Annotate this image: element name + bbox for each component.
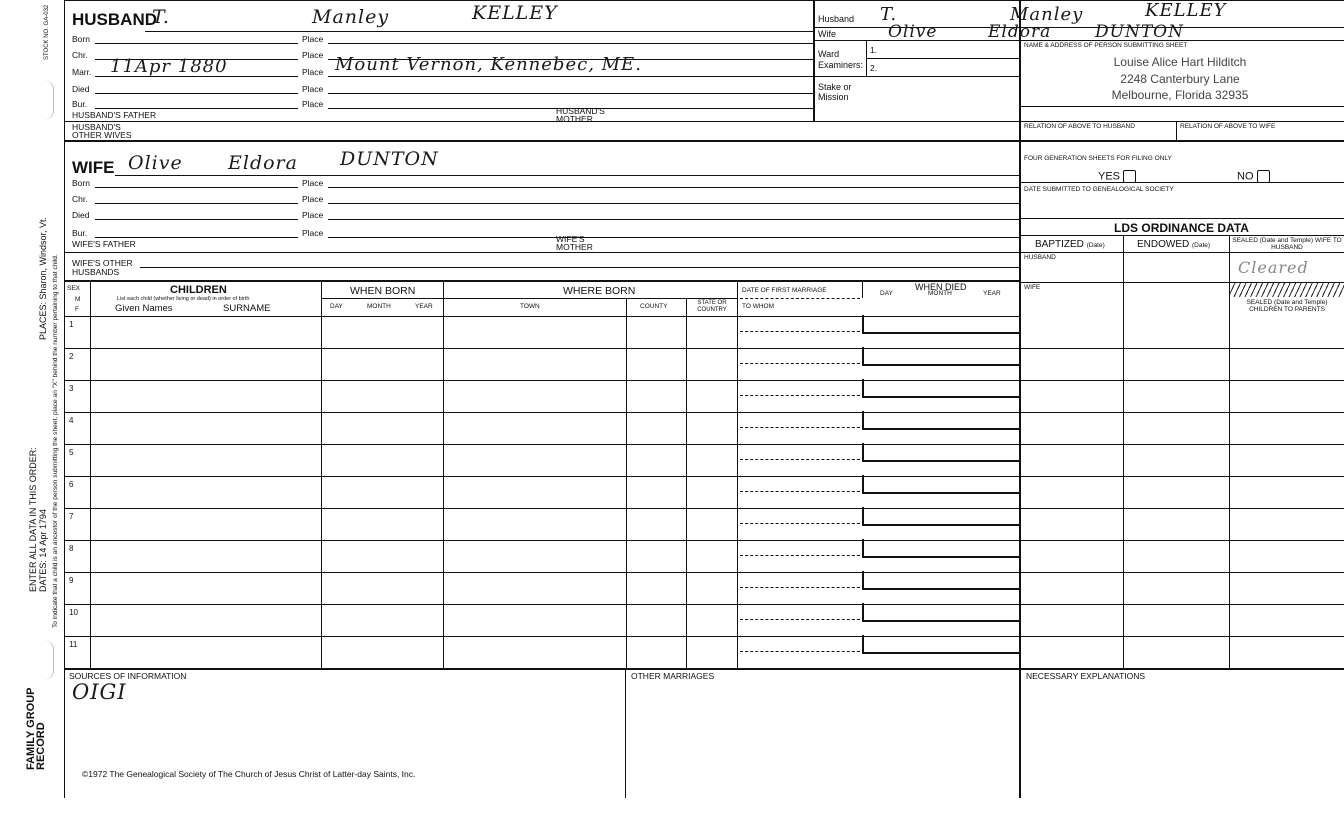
- child-when-died-box: [862, 315, 1020, 334]
- wife-chr-place-label: Place: [302, 194, 324, 204]
- other-marriages-label: OTHER MARRIAGES: [631, 671, 715, 681]
- child-row-line: [64, 572, 1344, 573]
- husband-heading: HUSBAND: [72, 10, 157, 29]
- born-month-label: MONTH: [367, 303, 391, 310]
- right-panel-divider: [813, 0, 815, 121]
- wife-other-husbands-label: WIFE'S OTHER HUSBANDS: [72, 258, 133, 277]
- date-submitted-bottom-line: [1019, 218, 1344, 219]
- husband-born-label: Born: [72, 34, 90, 44]
- sealed-children-label: SEALED (Date and Temple) CHILDREN TO PARENTS: [1246, 299, 1328, 313]
- submitter-street: 2248 Canterbury Lane: [1120, 72, 1240, 86]
- wife-heading: WIFE: [72, 158, 115, 177]
- died-day-label: DAY: [880, 290, 893, 297]
- husband-middle: Manley: [312, 6, 390, 28]
- right-wife-line: [813, 40, 1344, 41]
- four-gen-label: FOUR GENERATION SHEETS FOR FILING ONLY: [1024, 155, 1172, 162]
- husband-name-line: [145, 31, 813, 32]
- examiner-1-line: [866, 58, 1019, 59]
- child-when-died-box: [862, 347, 1020, 366]
- baptized-header: [1035, 240, 1105, 250]
- child-row-number: 9: [69, 576, 74, 585]
- husband-surname: KELLEY: [472, 2, 558, 24]
- right-husband-given: T.: [880, 4, 898, 25]
- submitter-name: Louise Alice Hart Hilditch: [1113, 55, 1247, 69]
- child-row-number: 1: [69, 320, 74, 329]
- wife-chr-place-line: [328, 203, 1020, 204]
- wife-mother-label: WIFE'S MOTHER: [556, 234, 593, 252]
- husband-marr-place-line: [328, 76, 813, 77]
- child-row-line: [64, 412, 1344, 413]
- right-wife-middle: Eldora: [988, 22, 1052, 42]
- sex-m-label: M: [75, 296, 81, 303]
- wife-died-place-line: [328, 219, 1020, 220]
- relation-wife-label: RELATION OF ABOVE TO WIFE: [1180, 123, 1276, 130]
- right-wife-given: Olive: [888, 22, 938, 42]
- endowed-label: ENDOWED: [1137, 239, 1190, 250]
- husband-marr-line: [95, 76, 298, 77]
- child-row-line: [64, 604, 1344, 605]
- wife-father-line: [64, 252, 1020, 253]
- county-col-divider: [626, 298, 627, 668]
- date-submitted-label: DATE SUBMITTED TO GENEALOGICAL SOCIETY: [1024, 186, 1174, 193]
- lds-title-line: [1019, 235, 1344, 236]
- wife-bur-place-line: [328, 237, 1020, 238]
- child-when-died-box: [862, 379, 1020, 398]
- endowed-date-label: (Date): [1192, 242, 1211, 249]
- right-husband-surname: KELLEY: [1145, 0, 1227, 21]
- child-row-line: [64, 636, 1344, 637]
- examiner-2: 2.: [870, 63, 878, 73]
- sex-label: SEX: [67, 285, 81, 292]
- other-marriages-divider: [625, 668, 626, 798]
- right-wife-surname: DUNTON: [1095, 22, 1184, 42]
- child-row-line: [64, 540, 1344, 541]
- child-row-number: 4: [69, 416, 74, 425]
- punch-hole-mark: [43, 640, 54, 680]
- relation-bottom-line: [1019, 140, 1344, 142]
- no-label: NO: [1237, 170, 1254, 183]
- husband-bur-place-label: Place: [302, 99, 324, 109]
- child-row-number: 5: [69, 448, 74, 457]
- sealed-wife-label: SEALED (Date and Temple) WIFE TO HUSBAND: [1232, 237, 1342, 251]
- child-row-number: 10: [69, 608, 78, 617]
- submitter-label: NAME & ADDRESS OF PERSON SUBMITTING SHEET: [1024, 42, 1188, 49]
- child-when-died-box: [862, 475, 1020, 494]
- wife-born-line: [95, 187, 298, 188]
- husband-born-place-line: [328, 43, 813, 44]
- children-table-bottom: [64, 668, 1344, 670]
- lds-title: LDS ORDINANCE DATA: [1114, 221, 1249, 235]
- children-title: CHILDREN: [170, 284, 227, 296]
- husband-died-place-line: [328, 93, 813, 94]
- wife-other-husbands-line: [140, 267, 1020, 268]
- child-row-number: 11: [69, 640, 78, 649]
- wife-died-place-label: Place: [302, 210, 324, 220]
- husband-marr-place-label: Place: [302, 67, 324, 77]
- ward-label: Ward: [818, 49, 840, 59]
- wife-born-place-label: Place: [302, 178, 324, 188]
- ward-bottom-line: [813, 76, 1019, 77]
- when-died-col-divider: [862, 280, 863, 298]
- child-marriage-dash: [740, 523, 860, 524]
- ancestor-indicator-note: To indicate that a child is an ancestor of the person submitting the sheet, place an "X" behind the number pertaining to that child.: [52, 254, 59, 628]
- right-husband-middle: Manley: [1010, 4, 1084, 25]
- husband-given: T.: [152, 6, 170, 28]
- examiner-1: 1.: [870, 45, 878, 55]
- wife-given: Olive: [128, 152, 183, 174]
- child-row-number: 2: [69, 352, 74, 361]
- child-when-died-box: [862, 539, 1020, 558]
- when-born-subline: [321, 298, 443, 299]
- enter-all-note: ENTER ALL DATA IN THIS ORDER:: [28, 447, 38, 592]
- wife-died-label: Died: [72, 210, 90, 220]
- husband-died-place-label: Place: [302, 84, 324, 94]
- where-born-col-divider: [443, 280, 444, 668]
- sources-value: OIGI: [72, 680, 127, 704]
- husband-marr-place: Mount Vernon, Kennebec, ME.: [335, 54, 642, 75]
- child-when-died-box: [862, 603, 1020, 622]
- wife-born-place-line: [328, 187, 1020, 188]
- child-row-number: 8: [69, 544, 74, 553]
- child-marriage-dash: [740, 395, 860, 396]
- child-marriage-dash: [740, 363, 860, 364]
- child-marriage-dash: [740, 459, 860, 460]
- born-day-label: DAY: [330, 303, 343, 310]
- baptized-label: BAPTIZED: [1035, 239, 1084, 250]
- husband-father-label: HUSBAND'S FATHER: [72, 110, 157, 120]
- wife-bur-line: [95, 237, 298, 238]
- sex-f-label: F: [75, 306, 79, 313]
- endowed-header: [1137, 240, 1210, 250]
- sex-col-divider: [90, 280, 91, 668]
- given-names-label: Given Names: [115, 303, 173, 314]
- first-marriage-dash: [740, 298, 860, 299]
- cleared-note: Cleared: [1238, 258, 1309, 277]
- child-row-line: [64, 380, 1344, 381]
- child-when-died-box: [862, 507, 1020, 526]
- child-row-line: [64, 348, 1344, 349]
- wife-middle: Eldora: [228, 152, 298, 174]
- wife-born-label: Born: [72, 178, 90, 188]
- to-whom-label: TO WHOM: [742, 303, 775, 310]
- husband-mother-label: HUSBAND'S MOTHER: [556, 106, 605, 124]
- punch-hole-mark: [43, 80, 54, 120]
- margin-line: [64, 0, 65, 798]
- four-gen-bottom-line: [1019, 182, 1344, 183]
- examiners-label: Examiners:: [818, 60, 864, 70]
- husband-born-place-label: Place: [302, 34, 324, 44]
- child-when-died-box: [862, 443, 1020, 462]
- husband-marr-label: Marr.: [72, 67, 92, 77]
- right-husband-label: Husband: [818, 14, 855, 24]
- wife-father-label: WIFE'S FATHER: [72, 239, 136, 249]
- when-died-label: WHEN DIED: [915, 282, 967, 292]
- relation-divider: [1176, 121, 1177, 140]
- wife-section-bottom: [64, 280, 1020, 282]
- child-marriage-dash: [740, 651, 860, 652]
- child-row-line: [64, 508, 1344, 509]
- relation-husband-label: RELATION OF ABOVE TO HUSBAND: [1024, 123, 1135, 130]
- born-year-label: YEAR: [415, 303, 433, 310]
- where-born-subline: [443, 298, 737, 299]
- wife-bur-place-label: Place: [302, 228, 324, 238]
- baptized-date-label: (Date): [1086, 242, 1105, 249]
- husband-father-line: [64, 121, 1020, 122]
- surname-label: SURNAME: [223, 303, 271, 314]
- main-right-divider: [1019, 0, 1021, 798]
- yes-label: YES: [1098, 170, 1121, 183]
- sources-label: SOURCES OF INFORMATION: [69, 671, 187, 681]
- child-when-died-box: [862, 635, 1020, 654]
- husband-died-line: [95, 93, 298, 94]
- right-wife-label: Wife: [818, 29, 836, 39]
- child-row-number: 7: [69, 512, 74, 521]
- wife-chr-label: Chr.: [72, 194, 88, 204]
- died-year-label: YEAR: [983, 290, 1001, 297]
- wife-died-line: [95, 219, 298, 220]
- town-label: TOWN: [520, 303, 540, 310]
- when-born-col-divider: [321, 280, 322, 668]
- sealed-hatch: [1230, 283, 1344, 297]
- husband-section-bottom: [64, 140, 1020, 142]
- child-marriage-dash: [740, 619, 860, 620]
- husband-chr-label: Chr.: [72, 50, 88, 60]
- husband-died-label: Died: [72, 84, 90, 94]
- child-when-died-box: [862, 571, 1020, 590]
- husband-born-line: [95, 43, 298, 44]
- child-row-line: [64, 476, 1344, 477]
- stock-number: STOCK NO. GA-032: [44, 4, 50, 60]
- husband-bur-line: [95, 108, 298, 109]
- stake-label: Stake or: [818, 82, 852, 92]
- child-marriage-dash: [740, 427, 860, 428]
- submitter-city: Melbourne, Florida 32935: [1111, 88, 1249, 102]
- child-row-number: 3: [69, 384, 74, 393]
- child-when-died-box: [862, 411, 1020, 430]
- places-note: PLACES: Sharon, Windsor, Vt.: [38, 216, 48, 340]
- husband-marr-date: 11Apr 1880: [110, 56, 228, 77]
- child-marriage-dash: [740, 587, 860, 588]
- where-born-label: WHERE BORN: [563, 285, 636, 297]
- submitter-bottom-line: [1019, 106, 1344, 107]
- child-marriage-dash: [740, 331, 860, 332]
- wife-name-line: [115, 175, 1020, 176]
- husband-other-wives-label: HUSBAND'S OTHER WIVES: [72, 122, 132, 140]
- when-born-label: WHEN BORN: [350, 285, 416, 297]
- record-title: FAMILY GROUP RECORD: [25, 687, 47, 770]
- copyright: ©1972 The Genealogical Society of The Church of Jesus Christ of Latter-day Saints, Inc.: [82, 769, 416, 779]
- state-label: STATE OR COUNTRY: [697, 300, 727, 313]
- husband-chr-place-label: Place: [302, 50, 324, 60]
- county-label: COUNTY: [640, 303, 668, 310]
- dates-note: DATES: 14 Apr 1794: [38, 509, 48, 592]
- lds-wife-label: WIFE: [1024, 284, 1041, 291]
- child-row-line: [64, 444, 1344, 445]
- explanations-label: NECESSARY EXPLANATIONS: [1026, 671, 1146, 681]
- child-marriage-dash: [740, 491, 860, 492]
- wife-bur-label: Bur.: [72, 228, 88, 238]
- died-month-label: MONTH: [928, 290, 952, 297]
- marriage-col-divider: [737, 280, 738, 668]
- mission-label: Mission: [818, 92, 849, 102]
- child-marriage-dash: [740, 555, 860, 556]
- state-col-divider: [686, 298, 687, 668]
- wife-chr-line: [95, 203, 298, 204]
- first-marriage-label: DATE OF FIRST MARRIAGE: [742, 287, 827, 294]
- children-note: List each child (whether living or dead) in order of birth: [117, 296, 250, 302]
- lds-husband-label: HUSBAND: [1024, 254, 1056, 261]
- wife-surname: DUNTON: [340, 148, 439, 170]
- relation-top-line: [1019, 121, 1344, 122]
- lds-header-line: [1019, 252, 1344, 253]
- child-row-number: 6: [69, 480, 74, 489]
- husband-bur-label: Bur.: [72, 99, 88, 109]
